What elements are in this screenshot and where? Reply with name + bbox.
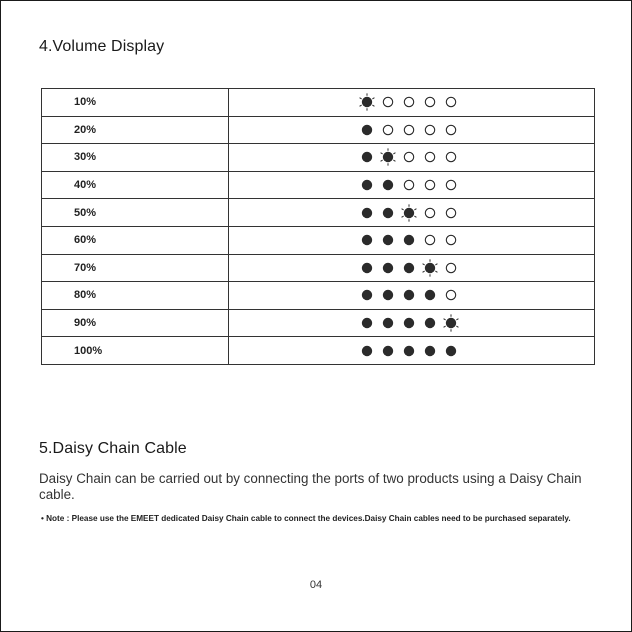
led-on-icon [402, 233, 422, 247]
led-on-icon [402, 288, 422, 302]
led-indicator-group [360, 310, 594, 337]
led-off-icon [444, 288, 464, 302]
led-off-icon [423, 233, 443, 247]
led-indicator-group [360, 144, 594, 171]
led-on-icon [360, 316, 380, 330]
led-on-icon [360, 206, 380, 220]
led-on-icon [360, 344, 380, 358]
led-on-icon [444, 344, 464, 358]
volume-level-label: 10% [42, 89, 229, 117]
led-on-icon [360, 123, 380, 137]
led-off-icon [402, 123, 422, 137]
led-on-icon [381, 206, 401, 220]
led-off-icon [444, 206, 464, 220]
volume-table-body [42, 89, 595, 365]
volume-level-label: 40% [42, 171, 229, 199]
led-on-icon [381, 178, 401, 192]
led-off-icon [423, 123, 443, 137]
led-off-icon [381, 95, 401, 109]
volume-level-label: 80% [42, 282, 229, 310]
section-title-volume-display: 4.Volume Display [39, 38, 165, 55]
led-blinking-icon [423, 261, 443, 275]
volume-indicator-cell [229, 309, 595, 337]
led-off-icon [402, 95, 422, 109]
led-off-icon [402, 150, 422, 164]
led-on-icon [402, 344, 422, 358]
volume-level-label: 90% [42, 309, 229, 337]
led-on-icon [402, 261, 422, 275]
led-on-icon [381, 261, 401, 275]
led-on-icon [381, 344, 401, 358]
led-on-icon [360, 233, 380, 247]
volume-row [42, 89, 595, 117]
led-off-icon [381, 123, 401, 137]
led-indicator-group [360, 337, 594, 364]
led-blinking-icon [360, 95, 380, 109]
daisy-chain-note: • Note : Please use the EMEET dedicated Daisy Chain cable to connect the devices.Daisy Chain cables need to be purchased separately. [41, 514, 571, 523]
led-indicator-group [360, 199, 594, 226]
volume-indicator-cell [229, 171, 595, 199]
volume-indicator-cell [229, 144, 595, 172]
led-on-icon [360, 288, 380, 302]
led-on-icon [402, 316, 422, 330]
volume-row [42, 144, 595, 172]
led-off-icon [444, 123, 464, 137]
page-number: 04 [309, 579, 323, 591]
section-title-daisy-chain: 5.Daisy Chain Cable [39, 440, 187, 457]
led-off-icon [423, 150, 443, 164]
led-blinking-icon [381, 150, 401, 164]
led-on-icon [360, 261, 380, 275]
led-indicator-group [360, 282, 594, 309]
led-off-icon [444, 178, 464, 192]
led-on-icon [360, 150, 380, 164]
led-off-icon [444, 233, 464, 247]
led-off-icon [444, 150, 464, 164]
volume-row [42, 116, 595, 144]
volume-level-label: 50% [42, 199, 229, 227]
led-indicator-group [360, 89, 594, 116]
volume-indicator-cell [229, 337, 595, 365]
led-on-icon [423, 288, 443, 302]
volume-level-label: 20% [42, 116, 229, 144]
led-indicator-group [360, 227, 594, 254]
led-on-icon [423, 316, 443, 330]
led-off-icon [423, 95, 443, 109]
led-indicator-group [360, 117, 594, 144]
led-on-icon [381, 316, 401, 330]
led-indicator-group [360, 255, 594, 282]
led-off-icon [444, 95, 464, 109]
volume-row [42, 226, 595, 254]
volume-indicator-cell [229, 254, 595, 282]
led-on-icon [381, 233, 401, 247]
led-off-icon [402, 178, 422, 192]
volume-row [42, 199, 595, 227]
volume-level-label: 70% [42, 254, 229, 282]
volume-row [42, 309, 595, 337]
led-off-icon [444, 261, 464, 275]
volume-level-label: 30% [42, 144, 229, 172]
volume-indicator-cell [229, 199, 595, 227]
led-on-icon [360, 178, 380, 192]
volume-indicator-cell [229, 89, 595, 117]
led-off-icon [423, 178, 443, 192]
volume-level-label: 60% [42, 226, 229, 254]
volume-row [42, 254, 595, 282]
volume-display-table [41, 88, 595, 365]
led-indicator-group [360, 172, 594, 199]
volume-row [42, 282, 595, 310]
led-on-icon [381, 288, 401, 302]
volume-row [42, 171, 595, 199]
led-blinking-icon [444, 316, 464, 330]
volume-row [42, 337, 595, 365]
led-blinking-icon [402, 206, 422, 220]
volume-indicator-cell [229, 226, 595, 254]
volume-level-label: 100% [42, 337, 229, 365]
volume-indicator-cell [229, 282, 595, 310]
led-off-icon [423, 206, 443, 220]
volume-indicator-cell [229, 116, 595, 144]
daisy-chain-description: Daisy Chain can be carried out by connecting the ports of two products using a Daisy Chain cable. [39, 471, 582, 502]
led-on-icon [423, 344, 443, 358]
